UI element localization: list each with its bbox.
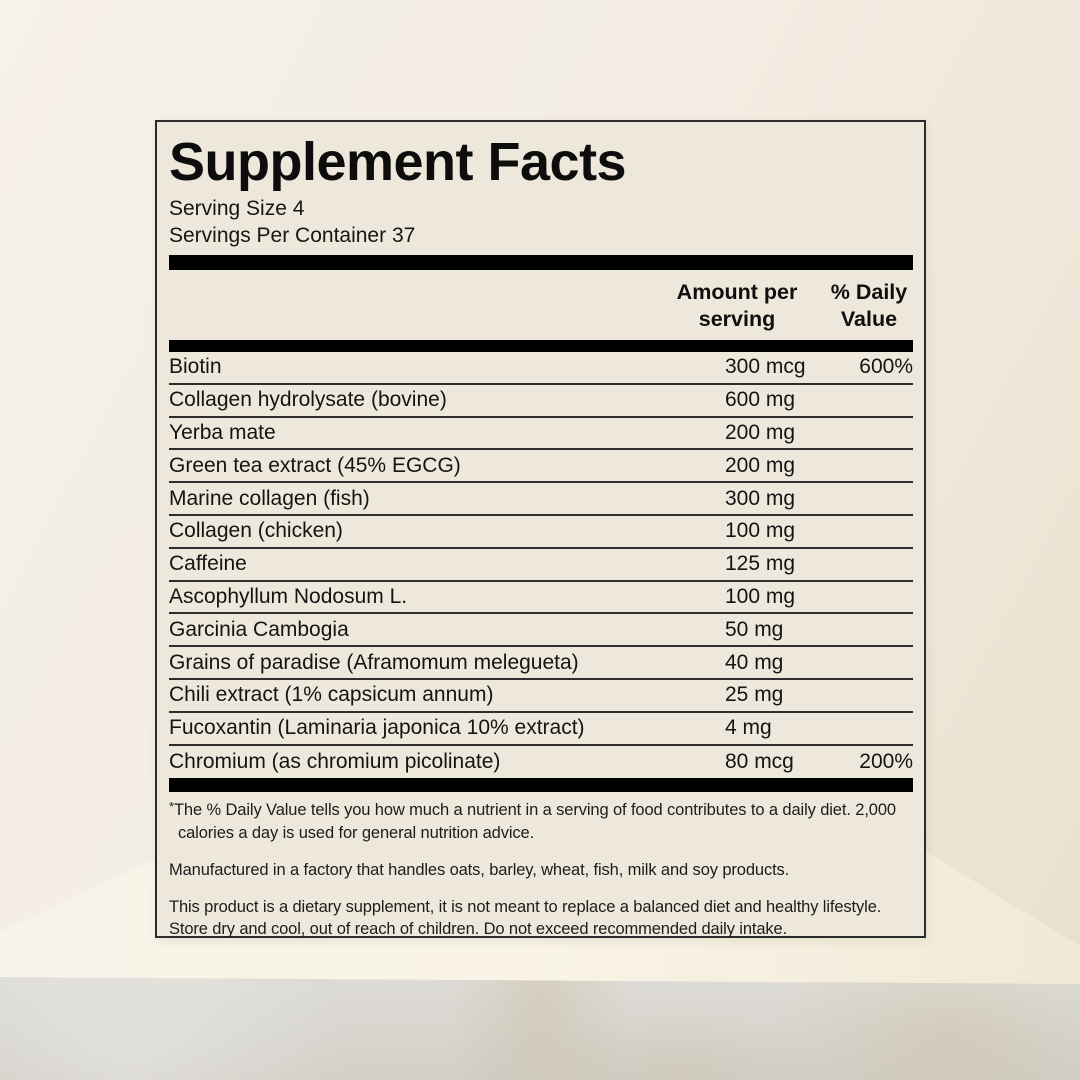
ingredient-amount: 100 mg: [725, 584, 796, 608]
ingredient-amount: 300 mg: [725, 486, 796, 510]
ingredient-amount: 200 mg: [725, 453, 796, 477]
table-row: [169, 418, 913, 451]
ingredient-daily-value: 200%: [859, 749, 913, 773]
ingredient-name: Biotin: [169, 355, 222, 379]
daily-value-footnote: [169, 799, 913, 844]
ingredient-name: Marine collagen (fish): [169, 486, 370, 510]
panel-title: Supplement Facts: [169, 132, 627, 192]
ingredient-name: Chromium (as chromium picolinate): [169, 749, 501, 773]
disclaimer-note: This product is a dietary supplement, it is not meant to replace a balanced diet and healthy lifestyle. Store dry and cool, out of reach of children. Do not exceed recommended daily intake.: [169, 898, 882, 939]
ingredient-amount: 4 mg: [725, 716, 772, 740]
footnotes: [169, 792, 913, 940]
ingredient-amount: 40 mg: [725, 650, 784, 674]
serving-size: Serving Size 4: [169, 197, 305, 220]
table-row: [169, 746, 913, 779]
ingredient-amount: 300 mcg: [725, 355, 806, 379]
table-row: [169, 352, 913, 385]
table-row: [169, 549, 913, 582]
ingredient-name: Collagen (chicken): [169, 519, 343, 543]
table-row: [169, 614, 913, 647]
ingredient-name: Ascophyllum Nodosum L.: [169, 584, 408, 608]
ingredient-name: Collagen hydrolysate (bovine): [169, 388, 447, 412]
table-row: [169, 582, 913, 615]
ingredient-daily-value: 600%: [859, 355, 913, 379]
ingredient-amount: 25 mg: [725, 683, 784, 707]
ingredient-name: Yerba mate: [169, 420, 276, 444]
ingredient-amount: 600 mg: [725, 388, 796, 412]
column-header-amount: Amount per serving: [676, 280, 798, 331]
table-row: [169, 483, 913, 516]
ingredient-name: Grains of paradise (Aframomum melegueta): [169, 650, 579, 674]
ingredient-name: Garcinia Cambogia: [169, 617, 349, 641]
divider-bar-header: [169, 340, 913, 352]
ingredient-amount: 50 mg: [725, 617, 784, 641]
ingredient-name: Green tea extract (45% EGCG): [169, 453, 461, 477]
pedestal-front-marble: [0, 976, 1080, 1080]
ingredient-amount: 125 mg: [725, 552, 796, 576]
ingredient-amount: 200 mg: [725, 420, 796, 444]
table-row: [169, 516, 913, 549]
table-row: [169, 385, 913, 418]
divider-bar-bottom: [169, 778, 913, 792]
daily-value-footnote-text: The % Daily Value tells you how much a nutrient in a serving of food contributes to a daily diet. 2,000 calories a day is used for general nutrition advice.: [173, 801, 896, 843]
servings-per-container: Servings Per Container 37: [169, 224, 416, 247]
ingredient-name: Chili extract (1% capsicum annum): [169, 683, 494, 707]
ingredient-amount: 100 mg: [725, 519, 796, 543]
column-header-daily-value: % Daily Value: [830, 280, 908, 331]
ingredient-amount: 80 mcg: [725, 749, 794, 773]
supplement-facts-panel: [155, 120, 926, 938]
table-row: [169, 713, 913, 746]
table-row: [169, 450, 913, 483]
table-row: [169, 647, 913, 680]
ingredient-table: [169, 352, 913, 778]
asterisk-marker: *: [169, 799, 174, 815]
allergen-note: Manufactured in a factory that handles oats, barley, wheat, fish, milk and soy products.: [169, 861, 790, 880]
column-headers: [169, 270, 913, 340]
ingredient-name: Fucoxantin (Laminaria japonica 10% extract): [169, 716, 585, 740]
ingredient-name: Caffeine: [169, 552, 247, 576]
divider-bar-top: [169, 255, 913, 270]
table-row: [169, 680, 913, 713]
